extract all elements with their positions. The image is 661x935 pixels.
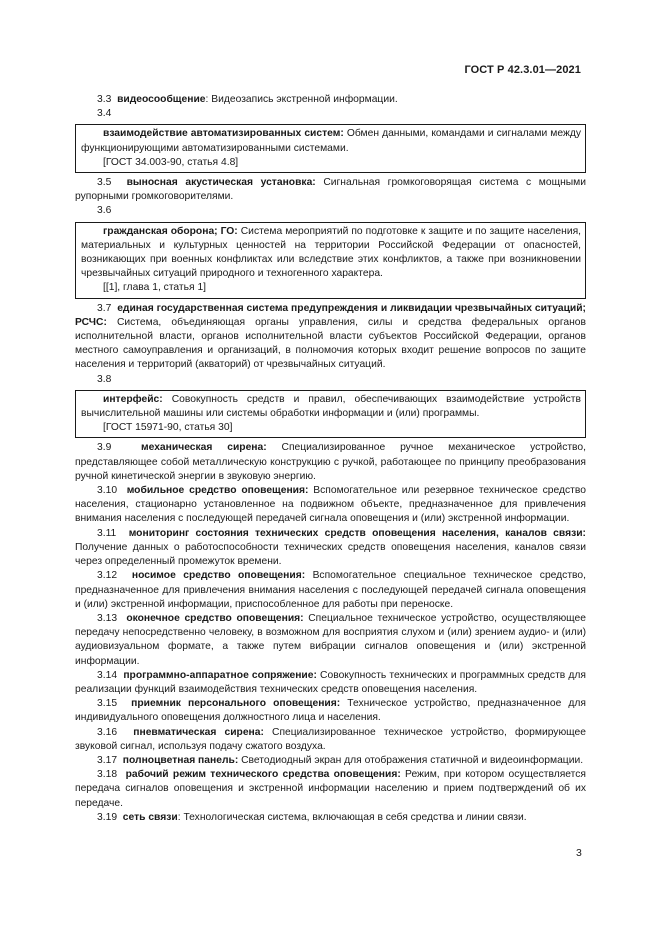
quoted-definition-box: гражданская оборона; ГО: Система мероприятий по подготовке к защите и по защите населения, материальных и культурных ценностей на территории Российской Федерации от опасностей, возникающих при военных конфликтах или вследствие этих конфликтов, а также при возникновении чрезвычайных ситуаций природного и техногенного характера. [[1], глава 1, статья 1]: [75, 222, 586, 299]
term: полноцветная панель:: [122, 754, 239, 766]
term: приемник персонального оповещения:: [131, 698, 341, 710]
term: программно-аппаратное сопряжение:: [123, 669, 317, 681]
document-header: ГОСТ Р 42.3.01—2021: [464, 64, 581, 76]
entry-number: 3.4: [97, 108, 112, 120]
term: мониторинг состояния технических средств оповещения населения, каналов связи:: [128, 527, 586, 539]
term: интерфейс:: [103, 393, 163, 405]
term: механическая сирена:: [141, 442, 267, 454]
entry-3-19: 3.19 сеть связи: Технологическая система, включающая в себя средства и линии связи.: [97, 811, 527, 823]
entry-3-16: 3.16 пневматическая сирена: Специализированное техническое устройство, формирующее звуковой сигнал, используя подачу сжатого воздуха.: [75, 726, 586, 752]
term: выносная акустическая установка:: [126, 177, 316, 189]
term: взаимодействие автоматизированных систем:: [103, 128, 344, 140]
term: видеосообщение: [117, 94, 206, 105]
quoted-definition-box: интерфейс: Совокупность средств и правил, обеспечивающих взаимодействие устройств вычислительной машины или системы обработки информации и (или) программы. [ГОСТ 15971-90, статья 30]: [75, 390, 586, 439]
source-reference: [ГОСТ 34.003-90, статья 4.8]: [103, 156, 239, 168]
entry-3-10: 3.10 мобильное средство оповещения: Вспомогательное или резервное техническое средство населения, стационарно установленное на подвижном объекте, предназначенное для привлечения внимания населения с последующей передачей сигнала оповещения и (или) экстренной информации.: [75, 485, 586, 525]
term: мобильное средство оповещения:: [126, 485, 309, 497]
term: сеть связи: [122, 811, 178, 823]
entry-3-5: 3.5 выносная акустическая установка: Сигнальная громкоговорящая система с мощными рупорными громкоговорителями.: [75, 177, 586, 203]
entry-3-14: 3.14 программно-аппаратное сопряжение: Совокупность технических и программных средств для реализации функций взаимодействия технических средств оповещения населения.: [75, 669, 586, 695]
source-reference: [[1], глава 1, статья 1]: [103, 282, 207, 294]
term: рабочий режим технического средства оповещения:: [125, 769, 401, 781]
term: гражданская оборона; ГО:: [103, 225, 238, 237]
entry-3-17: 3.17 полноцветная панель: Светодиодный экран для отображения статичной и видеоинформации.: [97, 754, 584, 766]
term: единая государственная система предупреждения и ликвидации чрезвычайных ситуаций; РСЧС:: [75, 302, 586, 328]
term: пневматическая сирена:: [133, 726, 264, 738]
page-number: 3: [576, 847, 582, 859]
term: носимое средство оповещения:: [131, 570, 306, 582]
entry-3-7: 3.7 единая государственная система предупреждения и ликвидации чрезвычайных ситуаций; РСЧС: Система, объединяющая органы управления, силы и средства федеральных органов исполнительной власти, органов исполнительной власти субъектов Российской Федерации, органов местного самоуправления и организаций, в полномочия которых входит решение вопросов по защите населения и территорий (акваторий) от чрезвычайных ситуаций.: [75, 302, 586, 371]
source-reference: [ГОСТ 15971-90, статья 30]: [103, 422, 233, 434]
entry-3-3: 3.3 видеосообщение: Видеозапись экстренной информации.: [97, 94, 398, 105]
entry-3-12: 3.12 носимое средство оповещения: Вспомогательное специальное техническое средство, предназначенное для привлечения внимания населения с последующей передачей сигнала оповещения и (или) экстренной информации, приспособленное для работы при переноске.: [75, 570, 586, 610]
entry-3-13: 3.13 оконечное средство оповещения: Специальное техническое устройство, осуществляющее передачу непосредственно человеку, в возможном для восприятия слухом и (или) зрением аудио- и (или) аудиовизуальном формате, а также путем вибрации сигналов оповещения и (или) экстренной информации.: [75, 612, 586, 667]
entry-3-11: 3.11 мониторинг состояния технических средств оповещения населения, каналов связи: Получение данных о работоспособности технических средств оповещения населения, каналов связи через определенный промежуток времени.: [75, 527, 586, 568]
entry-3-9: 3.9 механическая сирена: Специализированное ручное механическое устройство, представляющее собой металлическую конструкцию с ручкой, работающее по принципу преобразования ручной кинетической энергии в звуковую энергию.: [75, 442, 586, 482]
entry-3-15: 3.15 приемник персонального оповещения: Техническое устройство, предназначенное для индивидуального оповещения должностного лица и населения.: [75, 698, 586, 724]
entry-3-18: 3.18 рабочий режим технического средства оповещения: Режим, при котором осуществляется передача сигналов оповещения и экстренной информации населению и прием подтверждений об их передаче.: [75, 769, 586, 809]
document-body: [75, 93, 586, 825]
quoted-definition-box: взаимодействие автоматизированных систем: Обмен данными, командами и сигналами между функционирующими автоматизированными системами. [ГОСТ 34.003-90, статья 4.8]: [75, 124, 586, 173]
entry-number: 3.8: [97, 373, 112, 385]
term: оконечное средство оповещения:: [126, 612, 304, 624]
entry-number: 3.6: [97, 205, 112, 217]
